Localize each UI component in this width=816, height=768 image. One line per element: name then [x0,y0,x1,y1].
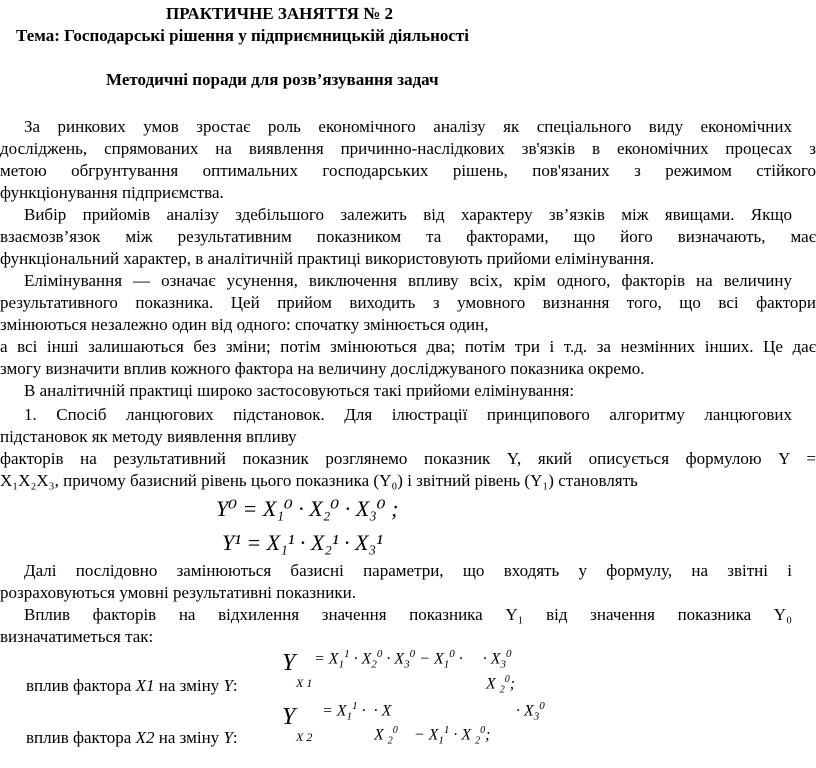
text-line: функціональний характер, в аналітичній практиці використовують прийоми елімінування. [0,249,655,268]
text-line: результативного показника. Цей прийом виходить з умовного визнання того, що всі фактори [0,293,816,312]
text-line: факторів на результативний показник розглянемо показник Y, який описується формулою Y = [0,449,816,468]
text-line: функціонування підприємства. [0,183,224,202]
text-line: змінюються незалежно один від одного: спочатку змінюється один, [0,315,489,334]
text-line: метою обгрунтування оптимальних господарських рішень, пов'язаних з режимом стійкого [0,161,816,180]
y-symbol: Y [282,650,296,676]
text-line: Вплив факторів на відхилення значення показника Y₁ від значення показника Y₀ [24,605,792,624]
formula-x2-tail: X $_2^0$ − $X_1^1 \cdot X$ $_2^0$; [374,724,491,747]
text-line: Далі послідовно замінюються базисні параметри, що входять у формулу, на звітні і [24,561,792,580]
text-line: взаємозв’язок між результативним показником та факторами, що його визначають, має [0,227,816,246]
subscript-x1: X 1 [296,676,313,690]
text-line: Вибір прийомів аналізу здебільшого залежить від характеру зв’язків між явищами. Якщо [24,205,792,224]
formula-x2-x3: · $X_3^0$ [516,700,545,723]
text-line: визначатиметься так: [0,627,154,646]
formula-base: Y⁰ = X₁⁰ · X₂⁰ · X₃⁰ ; [216,496,399,521]
page-title: ПРАКТИЧНЕ ЗАНЯТТЯ № 2 [166,4,394,23]
formula-x1-tail: X $_2^0$; [486,674,516,696]
paragraph-4: В аналітичній практиці широко застосовуються такі прийоми елімінування: [24,381,575,400]
factor-x2-label: вплив фактора X2 на зміну Y: [26,728,238,747]
text-line: 1. Спосіб ланцюгових підстановок. Для ілюстрації принципового алгоритму ланцюгових [24,405,792,424]
text-line: досліджень, спрямованих на виявлення причинно-наслідкових зв'язків в економічних процесах з [0,139,816,158]
text-line: X₁X₂X₃, причому базисний рівень цього показника (Y₀) і звітний рівень (Y₁) становлять [0,471,638,490]
text-line: розраховуються умовні результативні показники. [0,583,356,602]
formula-x2-expression: = $X_1^1$ · · X [322,700,392,723]
subtitle: Методичні поради для розв’язування задач [106,70,439,89]
subscript-x2: X 2 [296,730,313,744]
formula-report: Y¹ = X₁¹ · X₂¹ · X₃¹ [222,530,383,555]
topic-line: Тема: Господарські рішення у підприємницькій діяльності [16,26,469,45]
text-line: а всі інші залишаються без зміни; потім змінюються два; потім три і т.д. за незмінних інших. Це дає [0,337,816,356]
text-line: змогу визначити вплив кожного фактора на величину досліджуваного показника окремо. [0,359,645,378]
factor-x1-label: вплив фактора X1 на зміну Y: [26,676,238,695]
text-line: підстановок як методу виявлення впливу [0,427,297,446]
text-line: Елімінування — означає усунення, виключення впливу всіх, крім одного, факторів на величину [24,271,792,290]
formula-x1-expression: = $X_1^1 \cdot X_2^0 \cdot X_3^0 - X_1^0$ · · $X_3^0$ [314,648,512,671]
text-line: За ринкових умов зростає роль економічного аналізу як спеціального виду економічних [24,117,792,136]
y-symbol: Y [282,704,296,730]
